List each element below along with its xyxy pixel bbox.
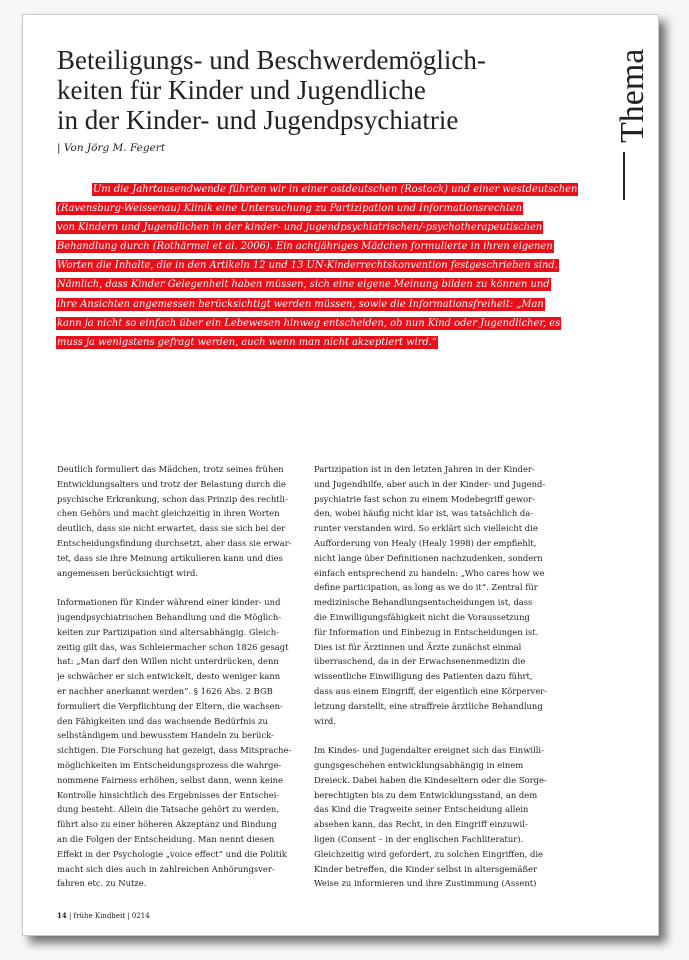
- body-line: dass aus einem Eingriff, der eigentlich eine Körperver-: [314, 685, 548, 696]
- body-line: medizinische Behandlungsentscheidungen ist, dass: [314, 597, 533, 608]
- footer-text: | frühe Kindheit | 0214: [66, 912, 150, 920]
- body-line: Effekt in der Psychologie „voice effect“ und die Politik: [57, 848, 287, 859]
- body-line: ligen (Consent – in der englischen Fachliteratur).: [314, 833, 524, 844]
- body-line: psychische Erkrankung, schon das Prinzip des rechtli-: [57, 493, 288, 504]
- body-line: er nachher anerkannt werden“. § 1626 Abs. 2 BGB: [57, 685, 273, 696]
- section-label-bar: [623, 152, 625, 200]
- paragraph-gap: [57, 580, 300, 595]
- body-line: macht sich dies auch in zahlreichen Anhörungsver-: [57, 863, 275, 874]
- body-line: keiten zur Partizipation sind altersabhängig. Gleich-: [57, 626, 279, 637]
- body-line: nicht lange über Definitionen nachzudenken, sondern: [314, 552, 543, 563]
- paragraph-gap: [314, 728, 557, 743]
- intro-line: von Kindern und Jugendlichen in der kinder- und jugendpsychiatrischen/-psychotherapeutischen: [57, 222, 543, 234]
- title-line: keiten für Kinder und Jugendliche: [57, 75, 426, 105]
- page-footer: [57, 911, 150, 920]
- body-line: den, wobei häufig nicht klar ist, was tatsächlich da-: [314, 508, 534, 519]
- body-line: sichtigen. Die Forschung hat gezeigt, dass Mitsprache-: [57, 745, 292, 756]
- intro-line: Behandlung durch (Rothärmel et al. 2006). Ein achtjähriges Mädchen formulierte in ihren eigenen: [57, 241, 553, 253]
- page-number: 14: [57, 911, 67, 920]
- body-line: die Einwilligungsfähigkeit nicht die Voraussetzung: [314, 611, 530, 622]
- body-line: letzung darstellt, eine straffreie ärztliche Behandlung: [314, 700, 543, 711]
- body-line: berechtigten bis zu dem Entwicklungsstand, an dem: [314, 789, 538, 800]
- body-line: define participation, as long as we do it“. Zentral für: [314, 582, 538, 593]
- body-column-right: [314, 462, 557, 891]
- title-line: in der Kinder- und Jugendpsychiatrie: [57, 105, 459, 135]
- section-label-text: Thema: [614, 48, 651, 143]
- body-line: selbständigem und bewusstem Handeln zu berück-: [57, 730, 274, 741]
- intro-line: muss ja wenigstens gefragt werden, auch wenn man nicht akzeptiert wird.“: [57, 336, 437, 348]
- body-column-left: [57, 462, 300, 891]
- intro-line: Um die Jahrtausendwende führten wir in einer ostdeutschen (Rostock) und einer westdeutschen: [93, 184, 578, 195]
- body-line: das Kind die Tragweite seiner Entscheidung allein: [314, 804, 529, 815]
- body-line: hat: „Man darf den Willen nicht unterdrücken, denn: [57, 656, 279, 667]
- body-line: nommene Fairness erhöhen, selbst dann, wenn keine: [57, 774, 283, 785]
- body-line: absehen kann, das Recht, in den Eingriff einzuwil-: [314, 819, 528, 830]
- body-line: Dies ist für Ärztinnen und Ärzte zunächst einmal: [314, 641, 522, 652]
- body-line: angemessen berücksichtigt wird.: [57, 567, 199, 578]
- magazine-page: [22, 14, 659, 936]
- body-line: psychiatrie fast schon zu einem Modebegriff gewor-: [314, 493, 536, 504]
- body-line: Kinder betreffen, die Kinder selbst in altersgemäßer: [314, 863, 538, 874]
- body-line: wird.: [314, 715, 336, 726]
- body-line: deutlich, dass sie nicht erwartet, dass sie sich bei der: [57, 523, 286, 534]
- author-byline: | Von Jörg M. Fegert: [57, 142, 166, 154]
- body-line: Kontrolle hinsichtlich des Ergebnisses der Entschei-: [57, 789, 280, 800]
- section-label: [608, 33, 651, 213]
- body-line: für Information und Einbezug in Entscheidungen ist.: [314, 626, 539, 637]
- body-line: Aufforderung von Healy (Healy 1998) der empfiehlt,: [314, 537, 537, 548]
- body-line: Weise zu informieren und ihre Zustimmung (Assent): [314, 878, 537, 889]
- body-line: Dreieck. Dabei haben die Kindeseltern oder die Sorge-: [314, 774, 547, 785]
- body-line: chen Gehörs und macht gleichzeitig in ihren Worten: [57, 508, 280, 519]
- body-line: einfach entsprechend zu handeln: „Who cares how we: [314, 567, 545, 578]
- body-line: und Jugendhilfe, aber auch in der Kinder- und Jugend-: [314, 478, 546, 489]
- body-line: Entwicklungsalters und trotz der Belastung durch die: [57, 478, 286, 489]
- title-line: Beteiligungs- und Beschwerdemöglich-: [57, 45, 486, 75]
- body-line: überraschend, da in der Erwachsenenmedizin die: [314, 656, 526, 667]
- intro-line: Worten die Inhalte, die in den Artikeln 12 und 13 UN-Kinderrechtskonvention festgeschrieben sind.: [57, 260, 558, 272]
- body-line: zeitig gilt das, was Schleiermacher schon 1826 gesagt: [57, 641, 289, 652]
- body-line: tet, dass sie ihre Meinung artikulieren kann und dies: [57, 552, 283, 563]
- body-line: Deutlich formuliert das Mädchen, trotz seines frühen: [57, 464, 284, 474]
- intro-line: ihre Ansichten angemessen berücksichtigt werden müssen, sowie die Informationsfreiheit: „Man: [57, 298, 544, 310]
- body-line: formuliert die Verpflichtung der Eltern, die wachsen-: [57, 700, 283, 711]
- body-line: den Fähigkeiten und das wachsende Bedürfnis zu: [57, 715, 268, 726]
- body-line: führt also zu einer höheren Akzeptanz und Bindung: [57, 819, 277, 830]
- intro-line: Nämlich, dass Kinder Gelegenheit haben müssen, sich eine eigene Meinung bilden zu können und: [57, 279, 550, 291]
- body-line: fahren etc. zu Nutze.: [57, 878, 147, 889]
- body-line: jugendpsychiatrischen Behandlung und die Möglich-: [57, 611, 282, 622]
- intro-highlight: [56, 180, 596, 352]
- body-line: möglichkeiten im Entscheidungsprozess die wahrge-: [57, 759, 282, 770]
- intro-line: kann ja nicht so einfach über ein Lebewesen hinweg entscheiden, ob nun Kind oder Jugendlicher, es: [57, 317, 561, 329]
- body-line: Im Kindes- und Jugendalter ereignet sich das Einwilli-: [314, 745, 544, 756]
- body-line: wissentliche Einwilligung des Patienten dazu führt,: [314, 671, 533, 682]
- body-line: Entscheidungsfindung durchsetzt, aber dass sie erwar-: [57, 537, 292, 548]
- body-line: je schwächer er sich entwickelt, desto weniger kann: [57, 671, 281, 682]
- body-line: runter verstanden wird. So erklärt sich vielleicht die: [314, 523, 538, 534]
- body-line: Gleichzeitig wird gefordert, zu solchen Eingriffen, die: [314, 848, 543, 859]
- article-title: [57, 45, 557, 135]
- body-line: dung besteht. Allein die Tatsache gehört zu werden,: [57, 804, 279, 815]
- intro-line: (Ravensburg-Weissenau) Klinik eine Untersuchung zu Partizipation und Informationsrechten: [57, 203, 523, 215]
- body-line: Informationen für Kinder während einer kinder- und: [57, 597, 281, 608]
- body-line: gungsgeschehen entwicklungsabhängig in einem: [314, 759, 524, 770]
- body-line: an die Folgen der Entscheidung. Man nennt diesen: [57, 833, 275, 844]
- body-line: Partizipation ist in den letzten Jahren in der Kinder-: [314, 464, 535, 474]
